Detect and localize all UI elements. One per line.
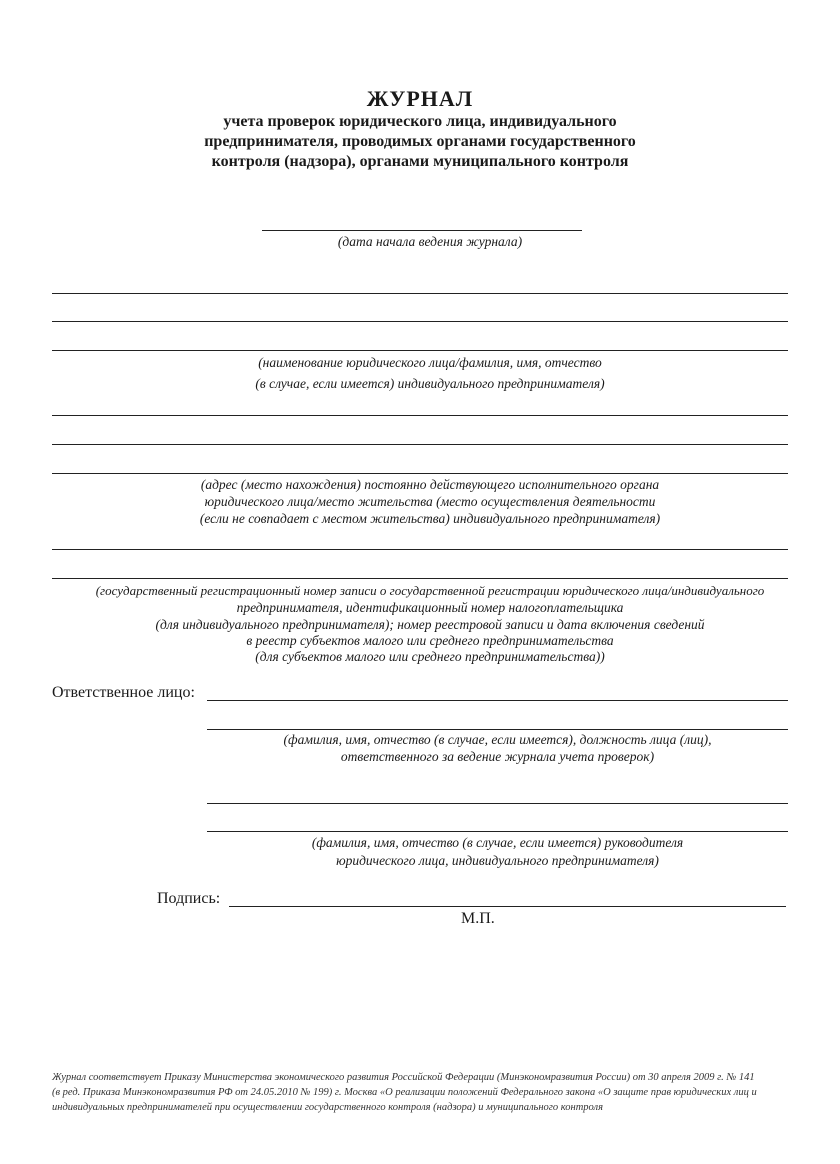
- registration-caption-line-4: в реестр субъектов малого или среднего предпринимательства: [246, 633, 614, 648]
- registration-caption-line-1: (государственный регистрационный номер записи о государственной регистрации юридического лица/индивидуального: [95, 583, 765, 598]
- registration-caption-line-3: (для индивидуального предпринимателя); номер реестровой записи и дата включения сведений: [155, 617, 705, 632]
- date-caption: (дата начала ведения журнала): [337, 234, 523, 249]
- registration-field-line-1[interactable]: [52, 549, 788, 550]
- footer-note: [52, 1070, 792, 1115]
- address-caption-line-1: (адрес (место нахождения) постоянно действующего исполнительного органа: [200, 477, 660, 492]
- responsible-caption-line-2: ответственного за ведение журнала учета проверок): [340, 749, 655, 764]
- head-caption-line-1: (фамилия, имя, отчество (в случае, если имеется) руководителя: [311, 835, 684, 850]
- seal-label: М.П.: [461, 910, 495, 927]
- journal-title: ЖУРНАЛ: [366, 86, 474, 111]
- footer-line-2: (в ред. Приказа Минэкономразвития РФ от 24.05.2010 № 199) г. Москва «О реализации положений Федерального закона «О защите прав юридических лиц и: [52, 1087, 757, 1098]
- journal-subtitle-line-2: предпринимателя, проводимых органами государственного: [204, 133, 636, 150]
- journal-subtitle-line-1: учета проверок юридического лица, индивидуального: [223, 113, 617, 130]
- address-field-line-3[interactable]: [52, 473, 788, 474]
- responsible-caption-line-1: (фамилия, имя, отчество (в случае, если имеется), должность лица (лиц),: [283, 732, 712, 747]
- head-field-line-2[interactable]: [207, 831, 788, 832]
- date-field-line[interactable]: [262, 230, 582, 231]
- registration-field-line-2[interactable]: [52, 578, 788, 579]
- responsible-label: Ответственное лицо:: [52, 684, 195, 701]
- name-field-line-2[interactable]: [52, 321, 788, 322]
- footer-line-3: индивидуальных предпринимателей при осуществлении государственного контроля (надзора) и муниципального контроля: [52, 1102, 604, 1113]
- registration-caption-line-5: (для субъектов малого или среднего предпринимательства)): [255, 649, 605, 664]
- registration-caption-line-2: предпринимателя, идентификационный номер налогоплательщика: [236, 600, 624, 615]
- journal-subtitle-line-3: контроля (надзора), органами муниципального контроля: [211, 153, 629, 170]
- head-caption-line-2: юридического лица, индивидуального предпринимателя): [336, 853, 659, 868]
- head-field-line-1[interactable]: [207, 803, 788, 804]
- name-caption-line-2: (в случае, если имеется) индивидуального предпринимателя): [255, 376, 605, 391]
- name-field-line-3[interactable]: [52, 350, 788, 351]
- address-field-line-1[interactable]: [52, 415, 788, 416]
- footer-line-1: Журнал соответствует Приказу Министерства экономического развития Российской Федерации (Минэкономразвития России) от 30 апреля 2009 г. № 141: [52, 1072, 755, 1083]
- address-caption-line-3: (если не совпадает с местом жительства) индивидуального предпринимателя): [199, 511, 661, 526]
- responsible-field-line-1[interactable]: [207, 700, 788, 701]
- address-caption-line-2: юридического лица/место жительства (место осуществления деятельности: [204, 494, 656, 509]
- address-field-line-2[interactable]: [52, 444, 788, 445]
- name-caption-line-1: (наименование юридического лица/фамилия, имя, отчество: [258, 355, 602, 370]
- signature-field-line[interactable]: [229, 906, 786, 907]
- name-field-line-1[interactable]: [52, 293, 788, 294]
- responsible-field-line-2[interactable]: [207, 729, 788, 730]
- signature-label: Подпись:: [157, 890, 221, 907]
